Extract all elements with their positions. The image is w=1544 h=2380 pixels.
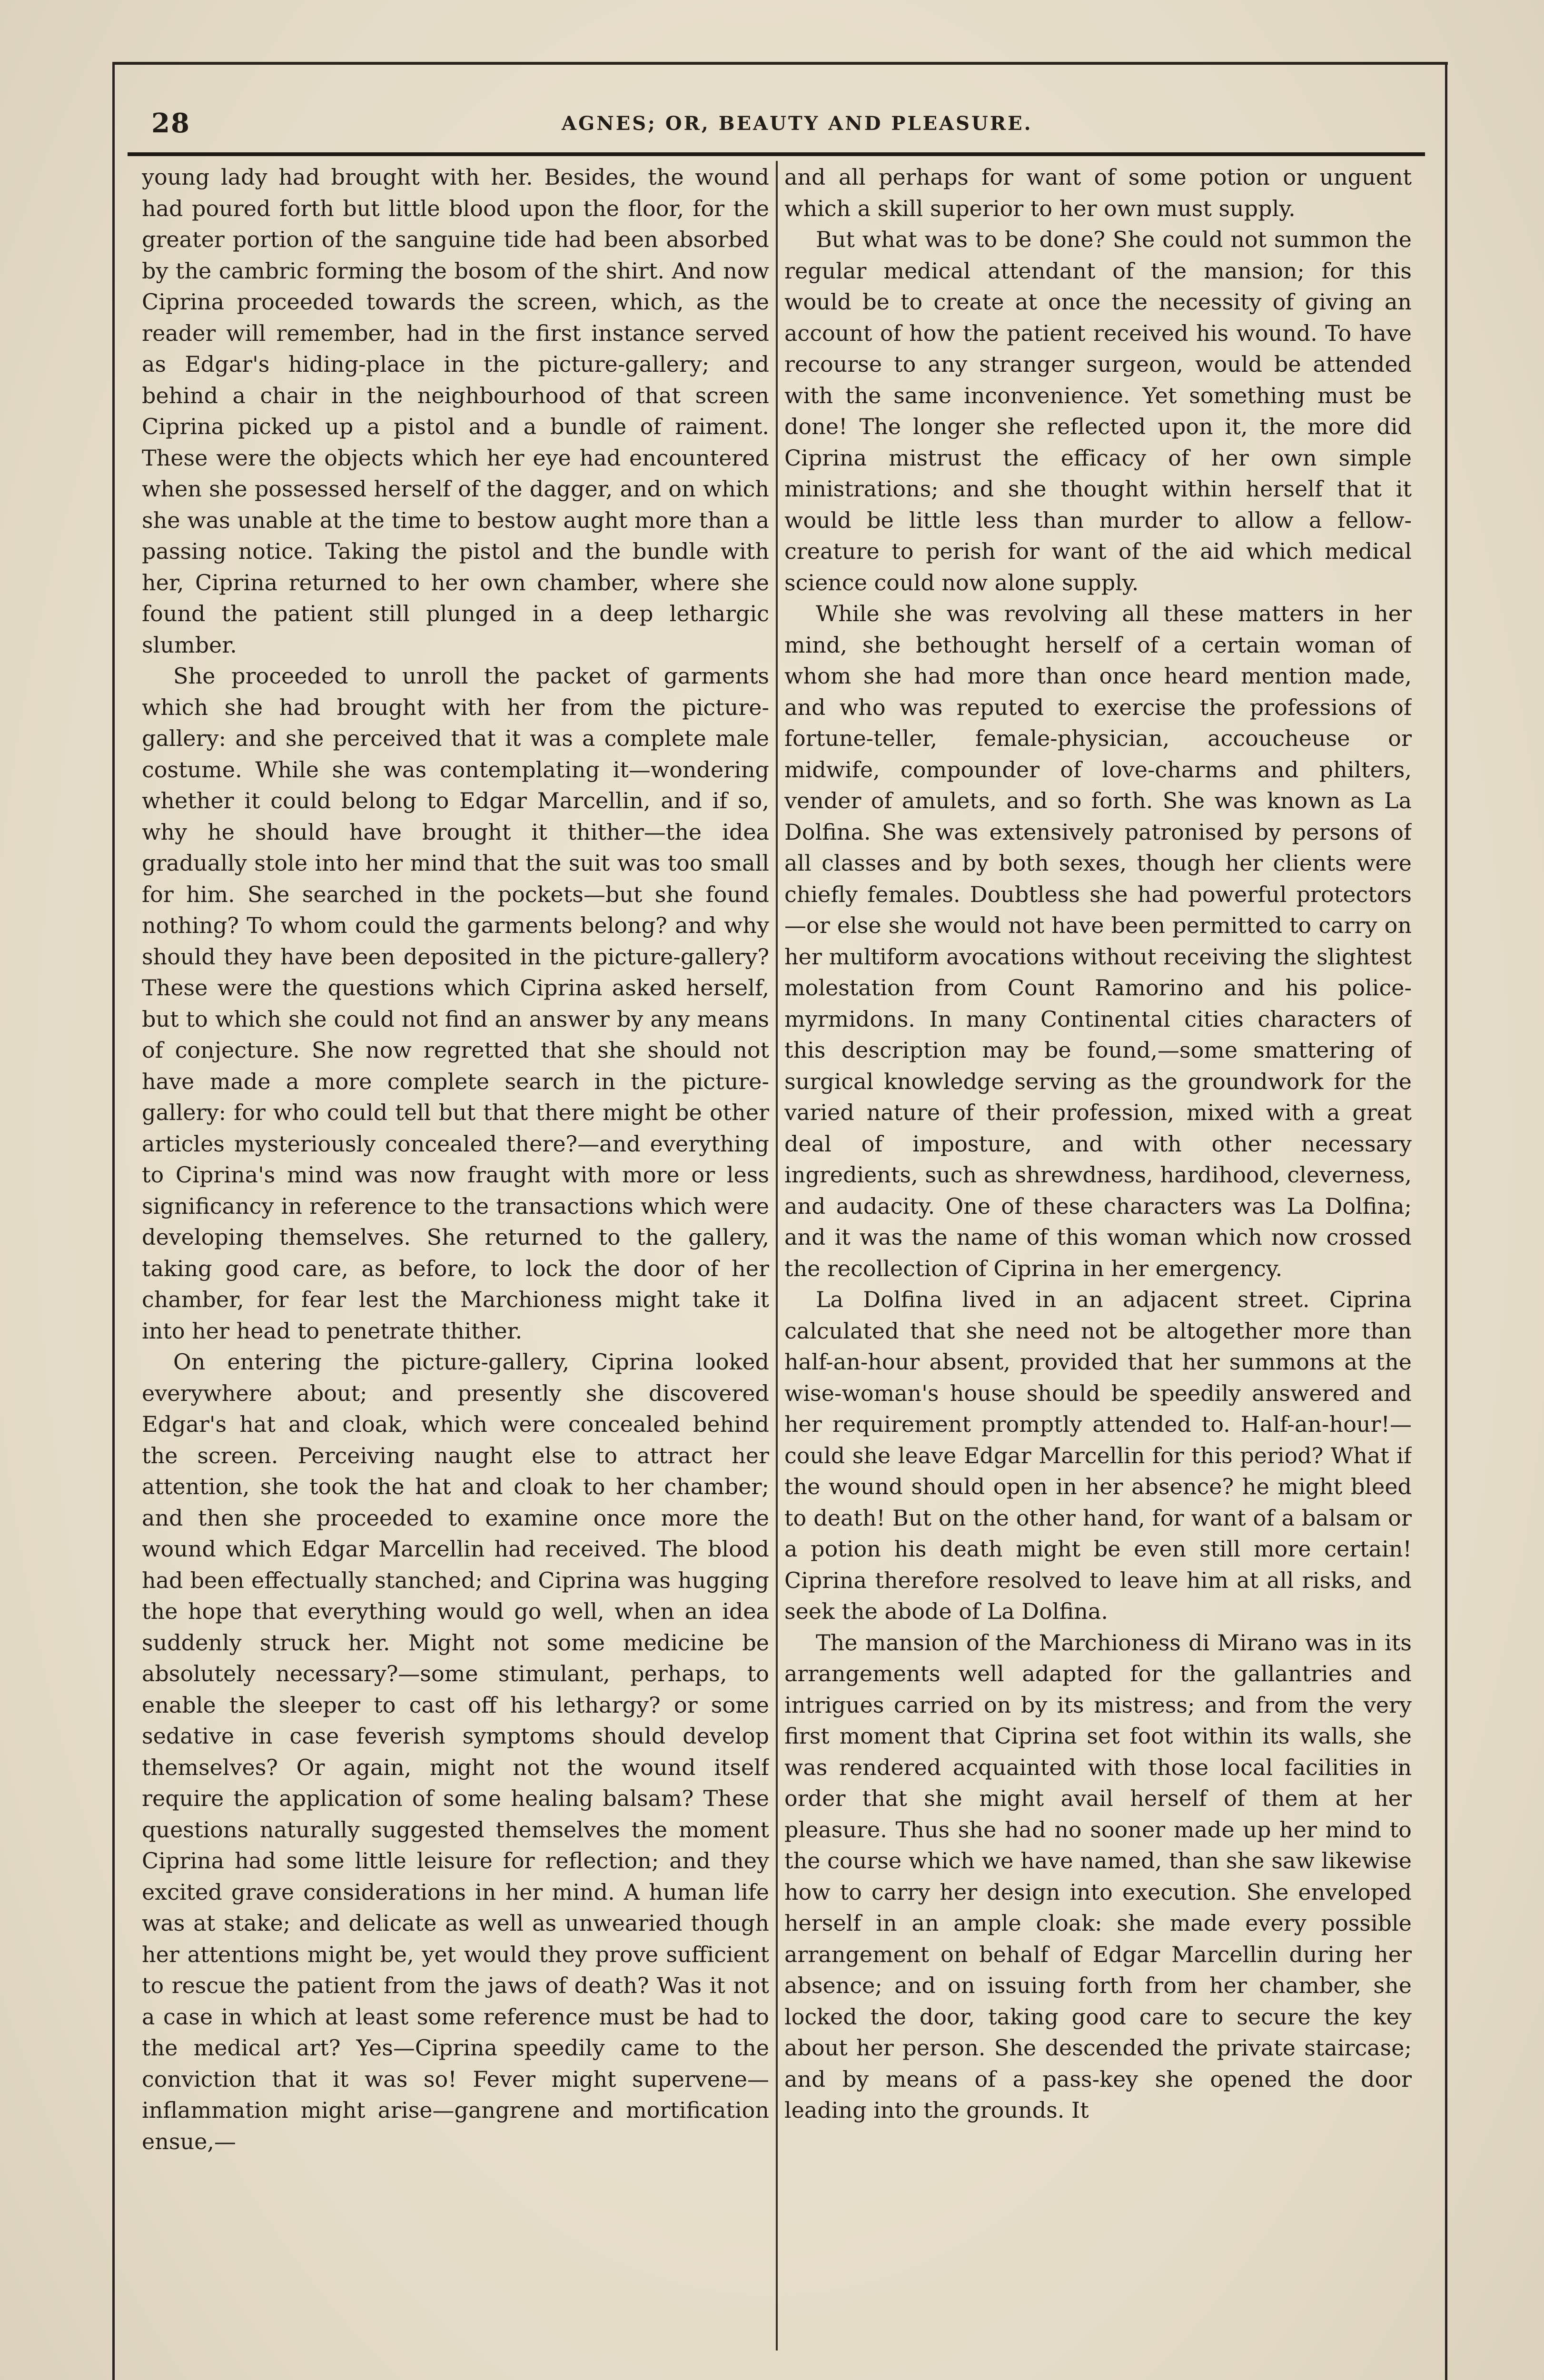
- paragraph: young lady had brought with her. Besides, the wound had poured forth but little blood upon the floor, for the greater portion of the sanguine tide had been absorbed by the cambric forming the bosom of the shirt. And now Ciprina proceeded towards the screen, which, as the reader will remember, had in the first instance served as Edgar's hiding-place in the picture-gallery; and behind a chair in the neighbourhood of that screen Ciprina picked up a pistol and a bundle of raiment. These were the objects which her eye had encountered when she possessed herself of the dagger, and on which she was unable at the time to bestow aught more than a passing notice. Taking the pistol and the bundle with her, Ciprina returned to her own chamber, where she found the patient still plunged in a deep lethargic slumber.: [142, 164, 769, 658]
- paragraph: La Dolfina lived in an adjacent street. Ciprina calculated that she need not be altogether more than half-an-hour absent, provided that her summons at the wise-woman's house should be speedily answered and her requirement promptly attended to. Half-an-hour!—could she leave Edgar Marcellin for this period? What if the wound should open in her absence? he might bleed to death! But on the other hand, for want of a balsam or a potion his death might be even still more certain! Ciprina therefore resolved to leave him at all risks, and seek the abode of La Dolfina.: [784, 1287, 1412, 1624]
- left-text-column: [142, 162, 769, 2370]
- page-frame-top-border: [112, 62, 1448, 65]
- paragraph: She proceeded to unroll the packet of garments which she had brought with her from the picture-gallery: and she perceived that it was a complete male costume. While she was contemplating it—wondering whether it could belong to Edgar Marcellin, and if so, why he should have brought it thither—the idea gradually stole into her mind that the suit was too small for him. She searched in the pockets—but she found nothing? To whom could the garments belong? and why should they have been deposited in the picture-gallery? These were the questions which Ciprina asked herself, but to which she could not find an answer by any means of conjecture. She now regretted that she should not have made a more complete search in the picture-gallery: for who could tell but that there might be other articles mysteriously concealed there?—and everything to Ciprina's mind was now fraught with more or less significancy in reference to the transactions which were developing themselves. She returned to the gallery, taking good care, as before, to lock the door of her chamber, for fear lest the Marchioness might take it into her head to penetrate thither.: [142, 663, 769, 1344]
- column-divider: [776, 161, 778, 2350]
- paragraph: and all perhaps for want of some potion or unguent which a skill superior to her own must supply.: [784, 164, 1412, 221]
- paragraph: While she was revolving all these matters in her mind, she bethought herself of a certain woman of whom she had more than once heard mention made, and who was reputed to exercise the professions of fortune-teller, female-physician, accoucheuse or midwife, compounder of love-charms and philters, vender of amulets, and so forth. She was known as La Dolfina. She was extensively patronised by persons of all classes and by both sexes, though her clients were chiefly females. Doubtless she had powerful protectors—or else she would not have been permitted to carry on her multiform avocations without receiving the slightest molestation from Count Ramorino and his police-myrmidons. In many Continental cities characters of this description may be found,—some smattering of surgical knowledge serving as the groundwork for the varied nature of their profession, mixed with a great deal of imposture, and with other necessary ingredients, such as shrewdness, hardihood, cleverness, and audacity. One of these characters was La Dolfina; and it was the name of this woman which now crossed the recollection of Ciprina in her emergency.: [784, 601, 1412, 1281]
- page-frame-right-border: [1445, 62, 1447, 2380]
- paragraph: The mansion of the Marchioness di Mirano was in its arrangements well adapted for the gallantries and intrigues carried on by its mistress; and from the very first moment that Ciprina set foot within its walls, she was rendered acquainted with those local facilities in order that she might avail herself of them at her pleasure. Thus she had no sooner made up her mind to the course which we have named, than she saw likewise how to carry her design into execution. She enveloped herself in an ample cloak: she made every possible arrangement on behalf of Edgar Marcellin during her absence; and on issuing forth from her chamber, she locked the door, taking good care to secure the key about her person. She descended the private staircase; and by means of a pass-key she opened the door leading into the grounds. It: [784, 1629, 1412, 2123]
- page-number: 28: [151, 108, 190, 139]
- paragraph: On entering the picture-gallery, Ciprina looked everywhere about; and presently she discovered Edgar's hat and cloak, which were concealed behind the screen. Perceiving naught else to attract her attention, she took the hat and cloak to her chamber; and then she proceeded to examine once more the wound which Edgar Marcellin had received. The blood had been effectually stanched; and Ciprina was hugging the hope that everything would go well, when an idea suddenly struck her. Might not some medicine be absolutely necessary?—some stimulant, perhaps, to enable the sleeper to cast off his lethargy? or some sedative in case feverish symptoms should develop themselves? Or again, might not the wound itself require the application of some healing balsam? These questions naturally suggested themselves the moment Ciprina had some little leisure for reflection; and they excited grave considerations in her mind. A human life was at stake; and delicate as well as unwearied though her attentions might be, yet would they prove sufficient to rescue the patient from the jaws of death? Was it not a case in which at least some reference must be had to the medical art? Yes—Ciprina speedily came to the conviction that it was so! Fever might supervene—inflammation might arise—gangrene and mortification ensue,—: [142, 1349, 769, 2154]
- running-title: AGNES; OR, BEAUTY AND PLEASURE.: [562, 112, 1033, 135]
- right-text-column: [784, 162, 1412, 2370]
- paragraph: But what was to be done? She could not summon the regular medical attendant of the mansion; for this would be to create at once the necessity of giving an account of how the patient received his wound. To have recourse to any stranger surgeon, would be attended with the same inconvenience. Yet something must be done! The longer she reflected upon it, the more did Ciprina mistrust the efficacy of her own simple ministrations; and she thought within herself that it would be little less than murder to allow a fellow-creature to perish for want of the aid which medical science could now alone supply.: [784, 227, 1412, 595]
- header-rule: [128, 152, 1425, 156]
- page-frame-left-border: [112, 62, 115, 2380]
